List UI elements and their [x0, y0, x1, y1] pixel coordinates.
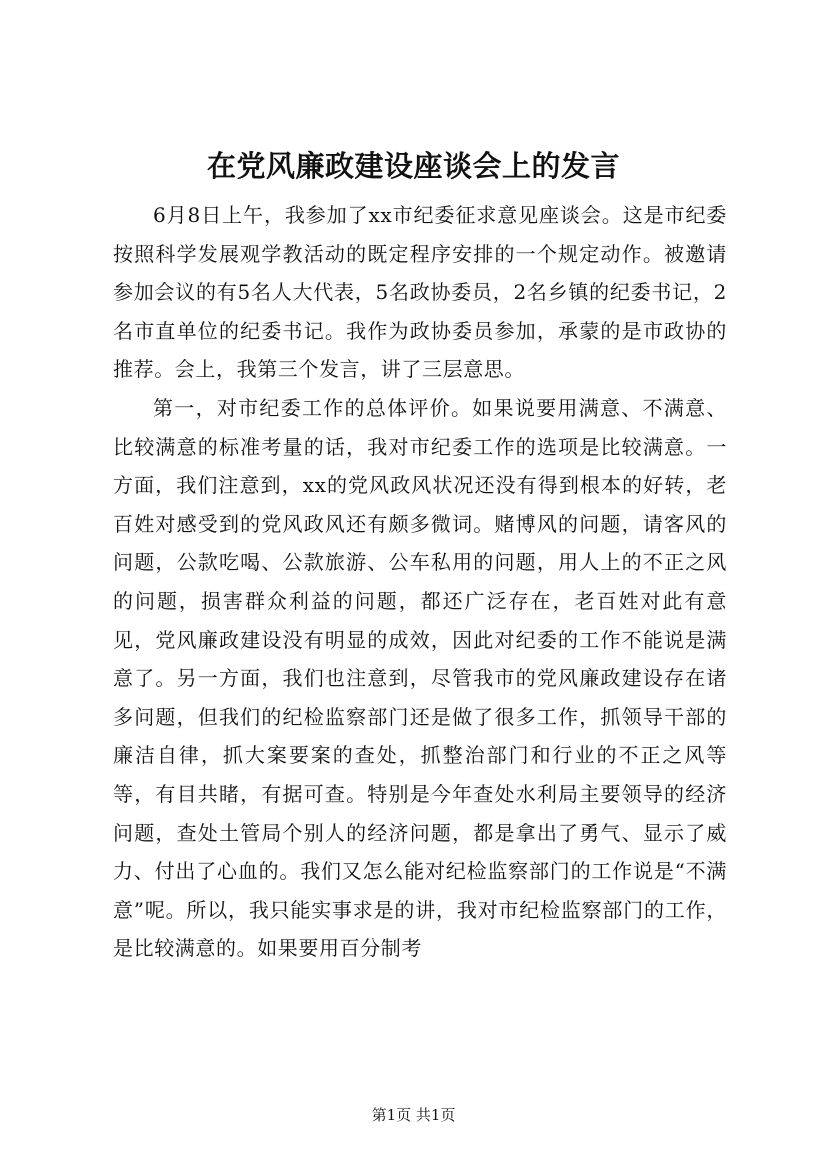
document-title: 在党风廉政建设座谈会上的发言 — [206, 149, 620, 183]
paragraph-2: 第一，对市纪委工作的总体评价。如果说要用满意、不满意、比较满意的标准考量的话，我对市纪委工作的选项是比较满意。一方面，我们注意到，xx的党风政风状况还没有得到根本的好转，老百姓对感受到的党风政风还有颇多微词。赌博风的问题，请客风的问题，公款吃喝、公款旅游、公车私用的问题，用人上的不正之风的问题，损害群众利益的问题，都还广泛存在，老百姓对此有意见，党风廉政建设没有明显的成效，因此对纪委的工作不能说是满意了。另一方面，我们也注意到，尽管我市的党风廉政建设存在诸多问题，但我们的纪检监察部门还是做了很多工作，抓领导干部的廉洁自律，抓大案要案的查处，抓整治部门和行业的不正之风等等，有目共睹，有据可查。特别是今年查处水利局主要领导的经济问题，查处土管局个别人的经济问题，都是拿出了勇气、显示了威力、付出了心血的。我们又怎么能对纪检监察部门的工作说是“不满意”呢。所以，我只能实事求是的讲，我对市纪检监察部门的工作，是比较满意的。如果要用百分制考 — [113, 395, 727, 961]
page-footer: 第1页 共1页 — [371, 1106, 456, 1124]
document-body — [113, 196, 727, 968]
paragraph-1: 6月8日上午，我参加了xx市纪委征求意见座谈会。这是市纪委按照科学发展观学教活动的既定程序安排的一个规定动作。被邀请参加会议的有5名人大代表，5名政协委员，2名乡镇的纪委书记，2名市直单位的纪委书记。我作为政协委员参加，承蒙的是市政协的推荐。会上，我第三个发言，讲了三层意思。 — [113, 203, 727, 382]
